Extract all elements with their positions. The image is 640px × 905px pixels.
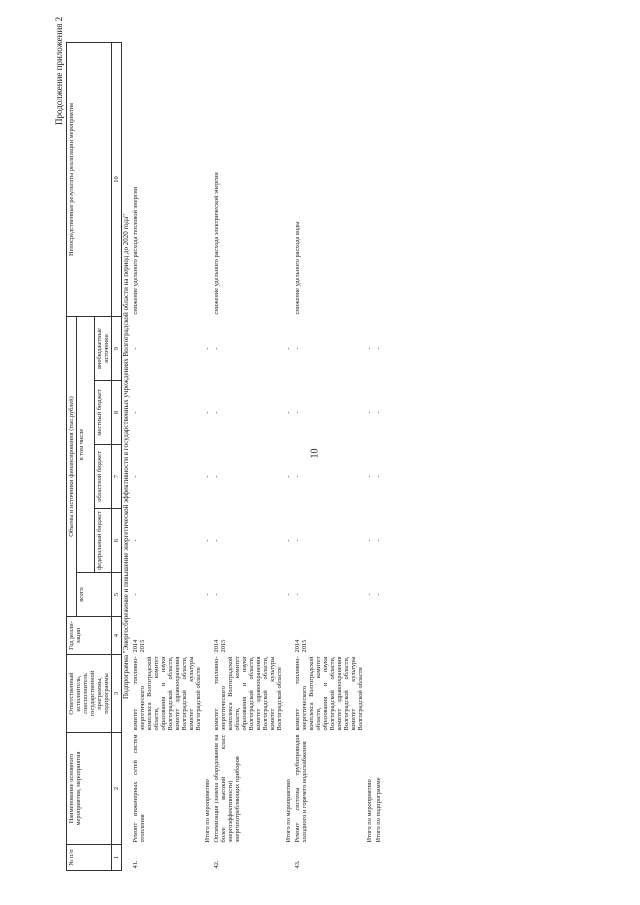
continuation-caption: Продолжение приложения 2 xyxy=(54,16,64,125)
total-value: - xyxy=(366,539,373,542)
total-row xyxy=(284,43,293,871)
col-number: 10 xyxy=(112,43,122,317)
total-value: - xyxy=(285,475,292,478)
subprogram-total-label: Итого по подпрограмме xyxy=(375,777,382,843)
total-value: - xyxy=(366,475,373,478)
total-row xyxy=(203,43,212,871)
subprogram-title xyxy=(122,43,132,871)
year: 2015 xyxy=(139,639,146,653)
col-number: 2 xyxy=(112,733,122,845)
row-result: снижение удельного расхода электрической энергии xyxy=(213,172,220,315)
row-regional: - xyxy=(132,475,139,478)
col-number: 7 xyxy=(112,445,122,509)
header-funding: Объемы и источники финансирования (тыс.рублей) xyxy=(67,317,77,617)
row-years xyxy=(212,617,284,655)
row-federal: - xyxy=(294,539,301,542)
subprogram-total-value: - xyxy=(375,411,382,414)
row-federal: - xyxy=(132,539,139,542)
total-row xyxy=(365,43,374,871)
total-value: - xyxy=(366,411,373,414)
row-total: - xyxy=(294,593,301,596)
header-name: Наименование основного мероприятия, мероприятия xyxy=(67,733,112,845)
header-regional: областной бюджет xyxy=(95,445,112,509)
total-value: - xyxy=(285,347,292,350)
table-row xyxy=(131,43,203,871)
page-number: 10 xyxy=(309,448,321,459)
row-local: - xyxy=(132,411,139,414)
year: 2014 xyxy=(213,639,220,653)
total-value: - xyxy=(366,593,373,596)
header-including: в том числе xyxy=(77,317,95,573)
row-years xyxy=(131,617,203,655)
total-value: - xyxy=(204,539,211,542)
year: 2015 xyxy=(220,639,227,653)
row-extra: - xyxy=(294,347,301,350)
row-name: Ремонт системы трубопроводов холодного и горячего водоснабжения xyxy=(294,734,308,843)
total-label: Итого по мероприятию xyxy=(366,779,373,843)
total-label: Итого по мероприятию xyxy=(204,779,211,843)
funding-table xyxy=(66,42,383,871)
row-years xyxy=(293,617,365,655)
header-extra: внебюджетные источники xyxy=(95,317,112,381)
row-name: Ремонт инженерных сетей систем отопления xyxy=(132,734,146,843)
col-number: 1 xyxy=(112,845,122,871)
subprogram-total-value: - xyxy=(375,539,382,542)
total-value: - xyxy=(204,593,211,596)
subprogram-total-row xyxy=(374,43,383,871)
row-num: 41. xyxy=(132,860,139,869)
subprogram-title-text: Подпрограмма "Энергосбережение и повышение энергетической эффективности в государственных учреждениях Волгоградской области на период до 2020 года" xyxy=(122,213,130,700)
year: 2014 xyxy=(294,639,301,653)
row-total: - xyxy=(132,593,139,596)
col-number: 6 xyxy=(112,509,122,573)
header-num: № п/п xyxy=(67,845,112,871)
table-row xyxy=(293,43,365,871)
total-value: - xyxy=(204,411,211,414)
total-value: - xyxy=(285,539,292,542)
total-value: - xyxy=(204,347,211,350)
row-executor: комитет топливно-энергетического комплекса Волгоградской области, комитет образования и науки Волгоградской области, комитет здравоохранения Волгоградской области, комитет культуры Волгоградской области xyxy=(294,656,364,731)
row-extra: - xyxy=(132,347,139,350)
row-regional: - xyxy=(213,475,220,478)
total-value: - xyxy=(285,593,292,596)
subprogram-total-value: - xyxy=(375,347,382,350)
header-results: Непосредственные результаты реализации мероприятия xyxy=(67,43,112,317)
col-number: 8 xyxy=(112,381,122,445)
header-total: всего xyxy=(77,573,112,617)
row-num: 43. xyxy=(294,860,301,869)
total-value: - xyxy=(204,475,211,478)
row-num: 42. xyxy=(213,860,220,869)
header-executor: Ответственный исполнитель, соисполнитель государственной программы, подпрограммы xyxy=(67,655,112,733)
row-local: - xyxy=(294,411,301,414)
col-number: 4 xyxy=(112,617,122,655)
year: 2015 xyxy=(301,639,308,653)
row-regional: - xyxy=(294,475,301,478)
col-number: 9 xyxy=(112,317,122,381)
header-year: Год реали-зации xyxy=(67,617,112,655)
header-local: местный бюджет xyxy=(95,381,112,445)
table-row xyxy=(212,43,284,871)
year: 2014 xyxy=(132,639,139,653)
col-number: 3 xyxy=(112,655,122,733)
total-value: - xyxy=(366,347,373,350)
row-name: Оптимизация (замена оборудования на более высокий класс энергоэффективности) энергопотребляющих приборов xyxy=(213,734,241,843)
row-result: снижение удельного расхода воды xyxy=(294,221,301,315)
row-total: - xyxy=(213,593,220,596)
header-federal: федеральный бюджет xyxy=(95,509,112,573)
row-executor: комитет топливно-энергетического комплекса Волгоградской области, комитет образования и науки Волгоградской области, комитет здравоохранения Волгоградской области, комитет культуры Волгоградской области xyxy=(213,656,283,731)
row-result: снижение удельного расхода тепловой энергии xyxy=(132,186,139,315)
col-number: 5 xyxy=(112,573,122,617)
subprogram-total-value: - xyxy=(375,475,382,478)
row-extra: - xyxy=(213,347,220,350)
subprogram-total-value: - xyxy=(375,593,382,596)
row-federal: - xyxy=(213,539,220,542)
total-label: Итого по мероприятию xyxy=(285,779,292,843)
row-local: - xyxy=(213,411,220,414)
row-executor: комитет топливно-энергетического комплекса Волгоградской области, комитет образования и науки Волгоградской области, комитет здравоохранения Волгоградской области, комитет культуры Волгоградской области xyxy=(132,656,202,731)
total-value: - xyxy=(285,411,292,414)
